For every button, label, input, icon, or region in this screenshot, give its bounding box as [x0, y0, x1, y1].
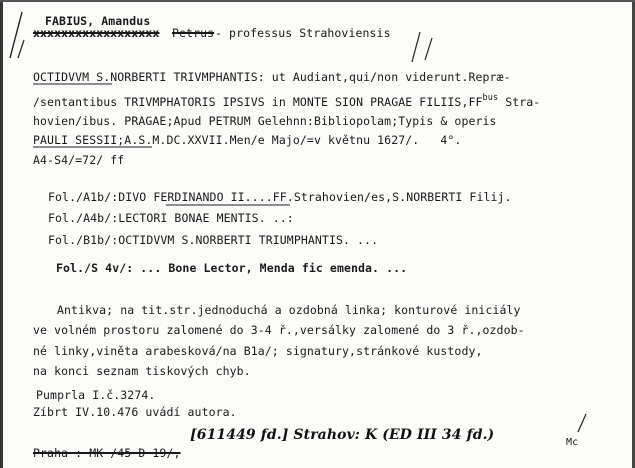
- handwritten-shelfmark: [611449 fd.] Strahov: K (ED III 34 fd.): [190, 427, 495, 443]
- title-line-2-superscript: bus: [482, 93, 499, 103]
- title-line-3: hovien/ibus. PRAGAE;Apud PETRUM Gelehnn:Bibliopolam;Typis & operis: [33, 114, 497, 128]
- struck-word: Petrus: [172, 26, 215, 40]
- reference-zibrt: Zíbrt IV.10.476 uvádí autora.: [33, 405, 237, 419]
- folio-line-3: Fol./B1b/:OCTIDVVM S.NORBERTI TRIUMPHANTIS. ...: [48, 233, 379, 247]
- struck-line: xxxxxxxxxxxxxxxxxx: [33, 26, 160, 40]
- author-role: - professus Strahoviensis: [215, 26, 391, 40]
- description-line-1: Antikva; na tit.str.jednoduchá a ozdobná linka; konturové iniciály: [57, 303, 521, 317]
- title-line-2-end: Stra-: [498, 95, 541, 109]
- reference-pumprla: Pumprla I.č.3274.: [36, 388, 156, 402]
- description-line-3: né linky,viněta arabesková/na B1a/; signatury,stránkové kustody,: [33, 344, 483, 358]
- title-line-2-main: /sentantibus TRIVMPHATORIS IPSIVS in MONTE SION PRAGAE FILIIS,FF: [33, 95, 483, 109]
- struck-location: Praha : MK /45 D 19/,: [33, 446, 181, 460]
- description-line-4: na konci seznam tiskových chyb.: [33, 364, 251, 378]
- folio-line-2: Fol./A4b/:LECTORI BONAE MENTIS. ..:: [48, 211, 294, 225]
- title-line-5: A4-S4/=72/ ff: [33, 153, 125, 167]
- folio-line-1: Fol./A1b/:DIVO FERDINANDO II....FF.Strahovien/es,S.NORBERTI Filij.: [48, 190, 512, 204]
- initials: Mc: [566, 437, 579, 448]
- title-line-4: PAULI SESSII;A.S.M.DC.XXVII.Men/e Majo/=v květnu 1627/. 4°.: [33, 133, 462, 147]
- errata-line: Fol./S 4v/: ... Bone Lector, Menda fic emenda. ...: [56, 261, 408, 275]
- author-name: FABIUS, Amandus: [45, 14, 151, 28]
- description-line-2: ve volném prostoru zalomené do 3-4 ř.,versálky zalomené do 3 ř.,ozdob-: [33, 323, 525, 337]
- title-line-1: OCTIDVVM S.NORBERTI TRIVMPHANTIS: ut Audiant,qui/non viderunt.Repræ-: [33, 70, 511, 84]
